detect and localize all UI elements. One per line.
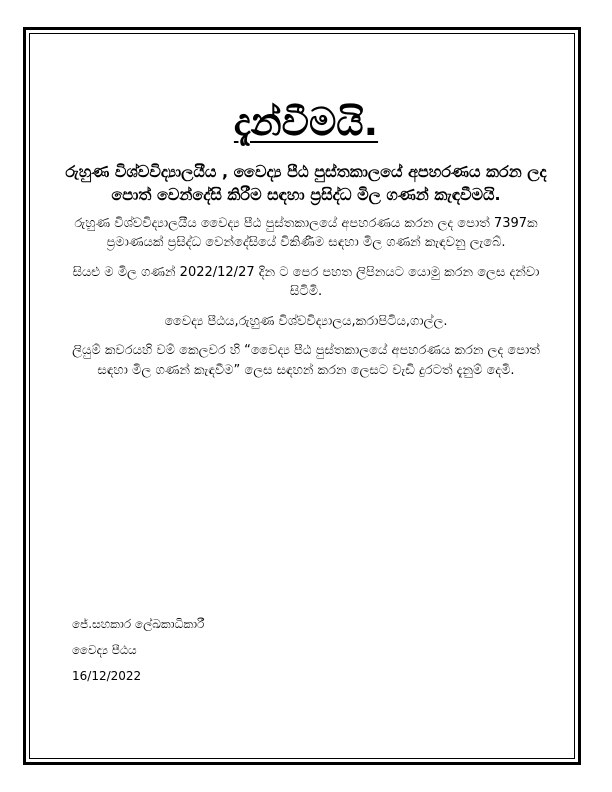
notice-subtitle: රුහුණ විශ්වවිද්‍යාලයීය , වෛද්‍ය පීඨ පුස්තකාලයේ අපහරණය කරන ලද පොත් වෙන්දේසි කිරීම සඳහා ප්‍රසිද්ධ මිල ගණන් කැඳවීමයි. [65, 161, 547, 204]
paragraph-deadline: සියළු ම මිල ගණන් 2022/12/27 දින ට පෙර පහත ලිපිනයට යොමු කරන ලෙස දන්වා සිටිමි. [72, 264, 540, 300]
notice-body [60, 100, 552, 390]
paragraph-address: වෛද්‍ය පීඨය,රුහුණ විශ්වවිද්‍යාලය,කරාපිටිය,ගාල්ල. [164, 313, 448, 329]
notice-title: දැන්වීමයි. [233, 100, 379, 144]
signature-block [72, 618, 204, 696]
signature-date: 16/12/2022 [72, 669, 142, 683]
signature-designation: ජේ.සහකාර ලේඛකාධිකාරී [72, 617, 205, 631]
signature-faculty: වෛද්‍ය පීඨය [72, 643, 137, 657]
paragraph-envelope-instruction: ලියුම් කවරයහි වම් කෙලවර හි “වෛද්‍ය පීඨ පුස්තකාලයේ අපහරණය කරන ලද පොත් සඳහා මිල ගණන් කැඳවීම” ලෙස සඳහන් කරන ලෙසට වැඩි දුරටත් දැනුම් දෙමි. [72, 343, 540, 378]
paragraph-books-sale: රුහුණ විශ්වවිද්‍යාලයීය වෛද්‍ය පීඨ පුස්තකාලයේ අපහරණය කරන ලද පොත් 7397ක ප්‍රමාණයක් ප්‍රසිද්ධ වෙන්දේසියේ විකිණීම සඳහා මිල ගණන් කැඳවනු ලැබේ. [74, 215, 538, 251]
